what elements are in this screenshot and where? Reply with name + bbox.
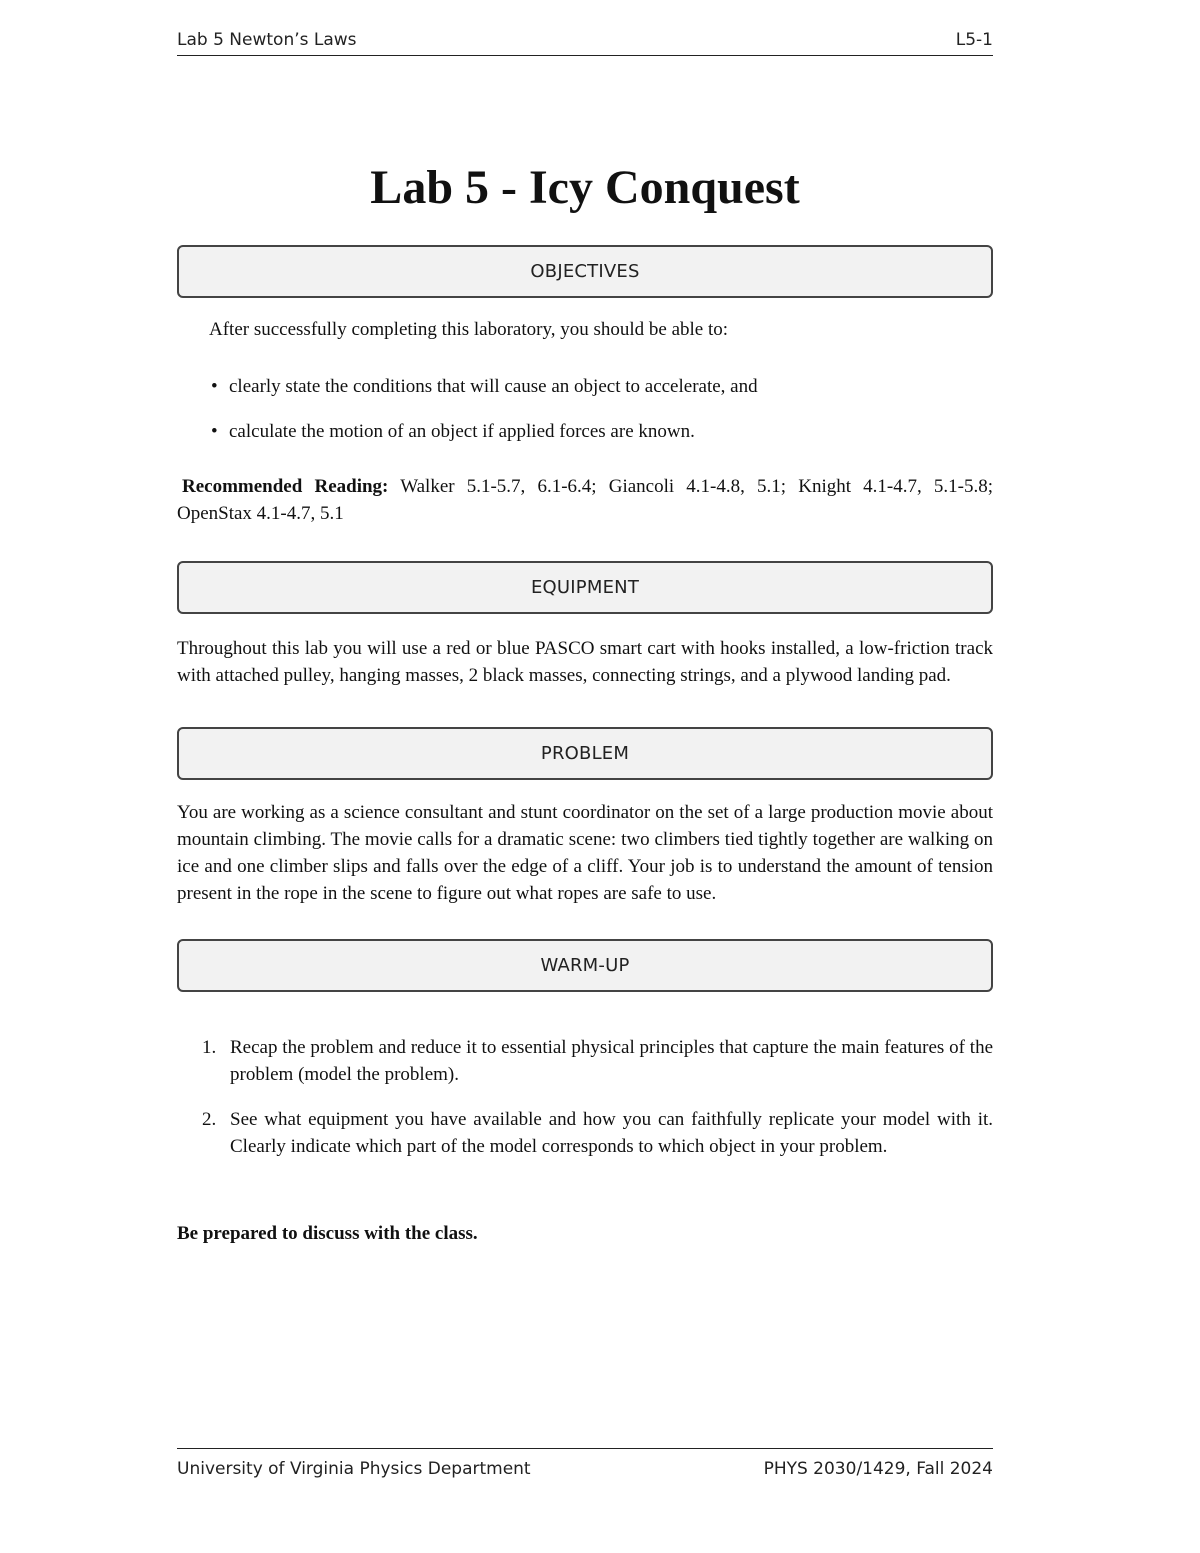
reading-text: Walker 5.1-5.7, 6.1-6.4; Giancoli 4.1-4.8, 5.1; Knight 4.1-4.7, 5.1-5.8; OpenStax 4.1-4.7, 5.1: [177, 476, 994, 524]
problem-heading: PROBLEM: [540, 743, 630, 764]
warmup-item: [202, 1106, 993, 1160]
warmup-heading-box: [177, 939, 993, 992]
equipment-text: Throughout this lab you will use a red or blue PASCO smart cart with hooks installed, a low-friction track with attached pulley, hanging masses, 2 black masses, connecting strings, and a plywood landing pad.: [177, 638, 993, 686]
problem-text: You are working as a science consultant and stunt coordinator on the set of a large production movie about mountain climbing. The movie calls for a dramatic scene: two climbers tied tightly together are walking on ice and one climber slips and falls over the edge of a cliff. Your job is to understand the amount of tension present in the rope in the scene to figure out what ropes are safe to use.: [177, 802, 993, 904]
reading-label: Recommended Reading:: [182, 476, 389, 497]
warmup-item-text: See what equipment you have available and how you can faithfully replicate your model with it. Clearly indicate which part of the model corresponds to which object in your problem.: [230, 1109, 993, 1157]
equipment-heading: EQUIPMENT: [530, 577, 640, 598]
objective-item: • clearly state the conditions that will cause an object to accelerate, and: [207, 373, 993, 400]
objective-item: • calculate the motion of an object if applied forces are known.: [207, 418, 993, 445]
warmup-item: [202, 1034, 993, 1088]
running-header: [177, 28, 993, 56]
objectives-list: [207, 373, 993, 463]
warmup-item-number: 1.: [202, 1037, 217, 1058]
header-page-number: L5-1: [955, 30, 993, 50]
equipment-heading-box: [177, 561, 993, 614]
header-left: Lab 5 Newton’s Laws: [177, 30, 357, 50]
closing-note: Be prepared to discuss with the class.: [177, 1223, 478, 1244]
warmup-item-text: Recap the problem and reduce it to essential physical principles that capture the main features of the problem (model the problem).: [230, 1037, 993, 1085]
objectives-heading: OBJECTIVES: [530, 261, 640, 282]
footer-right: PHYS 2030/1429, Fall 2024: [763, 1459, 993, 1479]
warmup-item-number: 2.: [202, 1109, 217, 1130]
objectives-intro: After successfully completing this laboratory, you should be able to:: [209, 319, 729, 340]
footer-left: University of Virginia Physics Department: [177, 1459, 531, 1479]
warmup-list: [202, 1034, 993, 1178]
warmup-heading: WARM-UP: [540, 955, 630, 976]
problem-heading-box: [177, 727, 993, 780]
document-page: [177, 0, 993, 1553]
running-footer: [177, 1448, 993, 1479]
recommended-reading: [177, 473, 993, 527]
document-title: Lab 5 - Icy Conquest: [370, 161, 800, 214]
objectives-heading-box: [177, 245, 993, 298]
